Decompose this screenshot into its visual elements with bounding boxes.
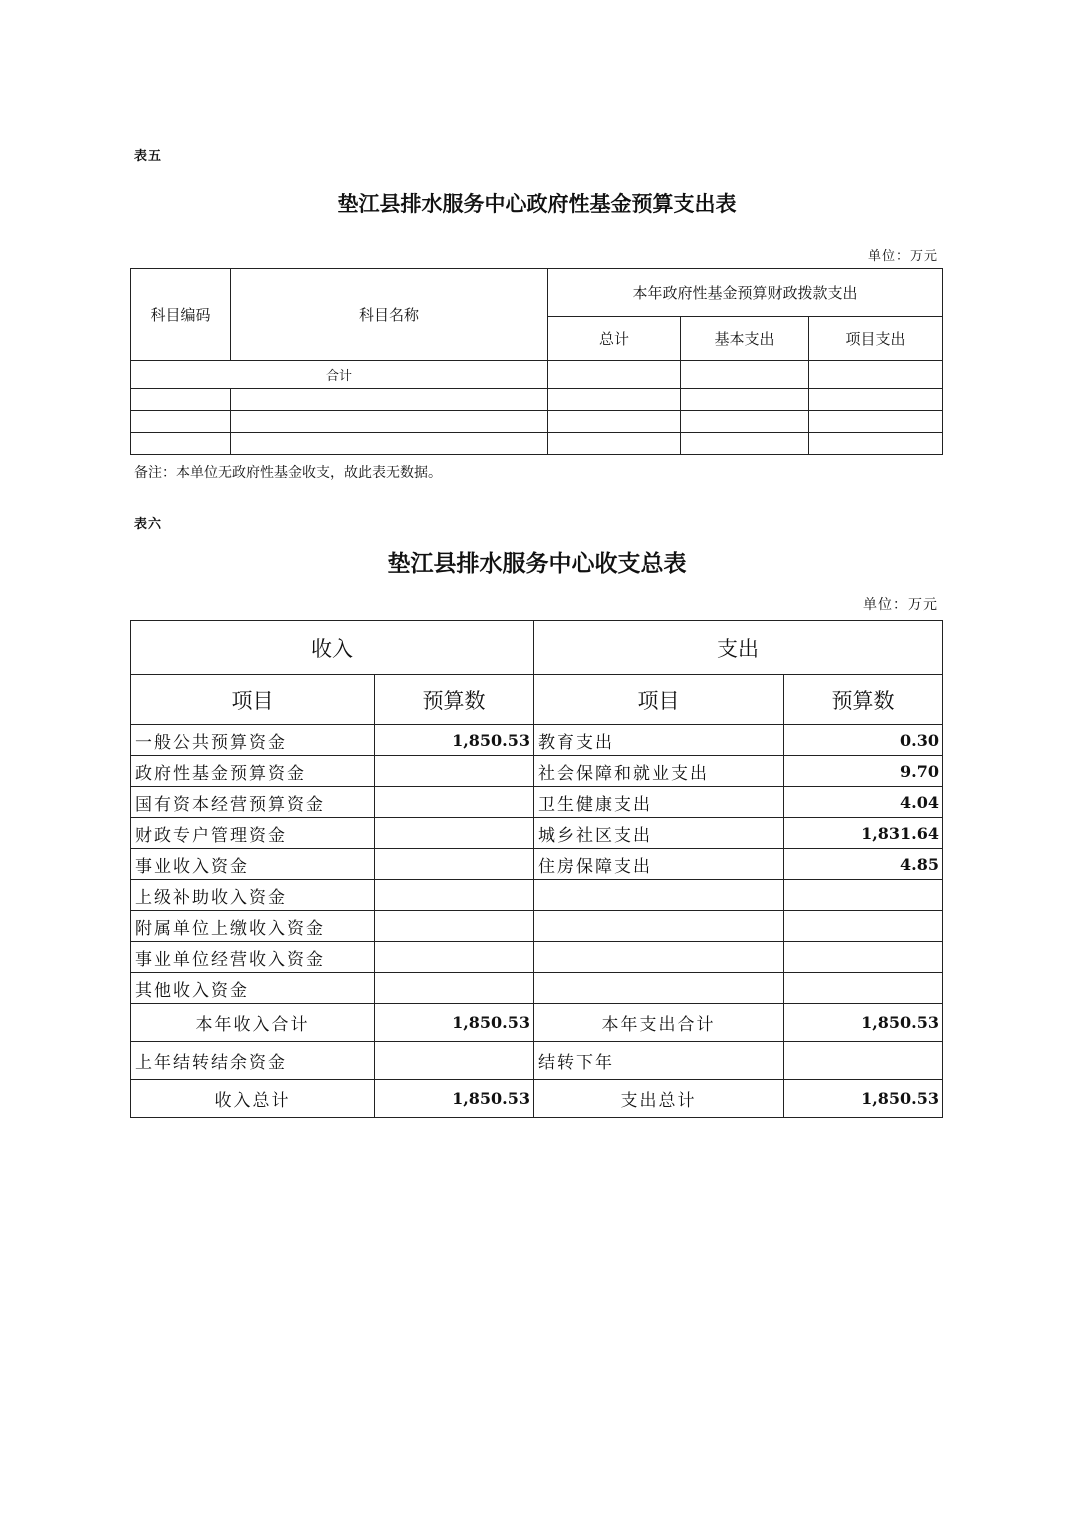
expense-amount bbox=[784, 973, 943, 1004]
expense-budget-header: 预算数 bbox=[784, 675, 943, 725]
income-amount bbox=[375, 942, 534, 973]
year-expense-total-label: 本年支出合计 bbox=[534, 1004, 784, 1042]
col-name-header: 科目名称 bbox=[231, 269, 548, 361]
year-income-total: 1,850.53 bbox=[375, 1004, 534, 1042]
table6-unit: 单位：万元 bbox=[863, 597, 938, 613]
income-item: 国有资本经营预算资金 bbox=[131, 787, 375, 818]
income-budget-header: 预算数 bbox=[375, 675, 534, 725]
table5-grid bbox=[130, 268, 943, 455]
table6-grid bbox=[130, 620, 943, 1118]
expense-item: 住房保障支出 bbox=[534, 849, 784, 880]
col-group-header: 本年政府性基金预算财政拨款支出 bbox=[548, 269, 943, 317]
table-row bbox=[131, 973, 943, 1004]
expense-amount bbox=[784, 880, 943, 911]
expense-item bbox=[534, 942, 784, 973]
expense-item bbox=[534, 973, 784, 1004]
table5-tag: 表五 bbox=[134, 149, 163, 164]
income-item: 其他收入资金 bbox=[131, 973, 375, 1004]
income-item-header: 项目 bbox=[131, 675, 375, 725]
grand-total-row bbox=[131, 1080, 943, 1118]
table-row bbox=[131, 911, 943, 942]
expense-item bbox=[534, 880, 784, 911]
expense-header: 支出 bbox=[534, 621, 943, 675]
expense-grand-total: 1,850.53 bbox=[784, 1080, 943, 1118]
table5-note: 备注：本单位无政府性基金收支，故此表无数据。 bbox=[134, 465, 442, 481]
income-item: 一般公共预算资金 bbox=[131, 725, 375, 756]
year-expense-total: 1,850.53 bbox=[784, 1004, 943, 1042]
table-row bbox=[131, 756, 943, 787]
table-row bbox=[131, 818, 943, 849]
income-header: 收入 bbox=[131, 621, 534, 675]
income-amount bbox=[375, 787, 534, 818]
income-item: 政府性基金预算资金 bbox=[131, 756, 375, 787]
expense-item: 卫生健康支出 bbox=[534, 787, 784, 818]
table-cell bbox=[548, 361, 681, 389]
table5-title: 垫江县排水服务中心政府性基金预算支出表 bbox=[337, 191, 737, 216]
income-amount bbox=[375, 756, 534, 787]
income-amount bbox=[375, 849, 534, 880]
expense-amount: 1,831.64 bbox=[784, 818, 943, 849]
table-row bbox=[131, 880, 943, 911]
expense-amount bbox=[784, 942, 943, 973]
income-amount bbox=[375, 911, 534, 942]
income-amount: 1,850.53 bbox=[375, 725, 534, 756]
carry-row bbox=[131, 1042, 943, 1080]
expense-amount: 9.70 bbox=[784, 756, 943, 787]
carry-out-label: 结转下年 bbox=[534, 1042, 784, 1080]
table-row bbox=[131, 411, 943, 433]
carry-out-amount bbox=[784, 1042, 943, 1080]
income-amount bbox=[375, 880, 534, 911]
col-project-header: 项目支出 bbox=[809, 317, 943, 361]
expense-item: 社会保障和就业支出 bbox=[534, 756, 784, 787]
year-total-row bbox=[131, 1004, 943, 1042]
carry-in-label: 上年结转结余资金 bbox=[131, 1042, 375, 1080]
carry-in-amount bbox=[375, 1042, 534, 1080]
table-row bbox=[131, 389, 943, 411]
expense-grand-label: 支出总计 bbox=[534, 1080, 784, 1118]
income-amount bbox=[375, 973, 534, 1004]
expense-amount: 4.04 bbox=[784, 787, 943, 818]
table-row bbox=[131, 725, 943, 756]
table-row bbox=[131, 433, 943, 455]
income-item: 事业单位经营收入资金 bbox=[131, 942, 375, 973]
expense-amount: 0.30 bbox=[784, 725, 943, 756]
expense-amount bbox=[784, 911, 943, 942]
income-amount bbox=[375, 818, 534, 849]
table-cell bbox=[681, 361, 809, 389]
expense-item: 城乡社区支出 bbox=[534, 818, 784, 849]
income-item: 事业收入资金 bbox=[131, 849, 375, 880]
income-grand-total: 1,850.53 bbox=[375, 1080, 534, 1118]
col-total-header: 总计 bbox=[548, 317, 681, 361]
table-row bbox=[131, 787, 943, 818]
income-item: 财政专户管理资金 bbox=[131, 818, 375, 849]
income-item: 附属单位上缴收入资金 bbox=[131, 911, 375, 942]
table-row bbox=[131, 942, 943, 973]
table-cell bbox=[809, 361, 943, 389]
expense-amount: 4.85 bbox=[784, 849, 943, 880]
expense-item bbox=[534, 911, 784, 942]
col-basic-header: 基本支出 bbox=[681, 317, 809, 361]
table6-title: 垫江县排水服务中心收支总表 bbox=[387, 550, 687, 577]
expense-item-header: 项目 bbox=[534, 675, 784, 725]
expense-item: 教育支出 bbox=[534, 725, 784, 756]
income-item: 上级补助收入资金 bbox=[131, 880, 375, 911]
table5-unit: 单位：万元 bbox=[867, 249, 938, 264]
year-income-total-label: 本年收入合计 bbox=[131, 1004, 375, 1042]
table6-tag: 表六 bbox=[134, 517, 163, 532]
income-grand-label: 收入总计 bbox=[131, 1080, 375, 1118]
total-label: 合计 bbox=[131, 361, 548, 389]
table-row bbox=[131, 849, 943, 880]
col-code-header: 科目编码 bbox=[131, 269, 231, 361]
